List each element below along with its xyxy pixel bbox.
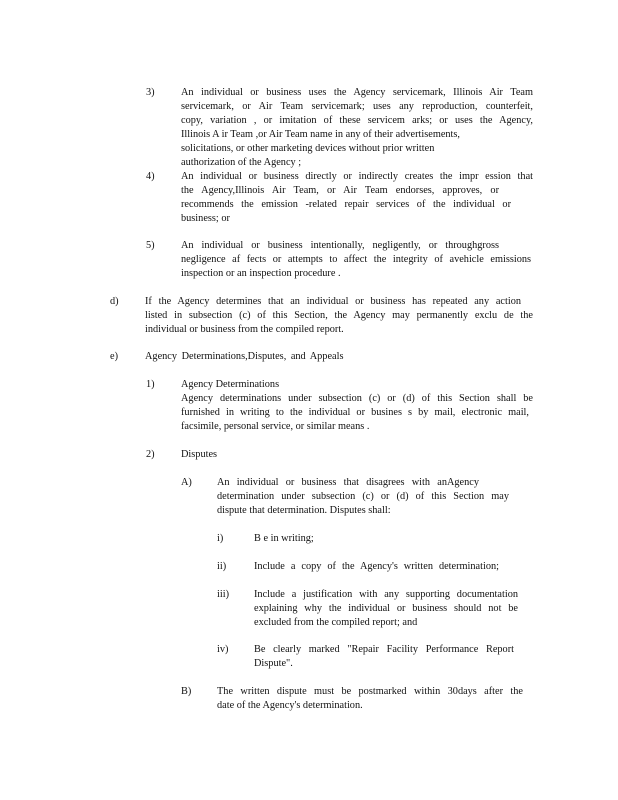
text-line: negligence af fects or attempts to affect the integrity of avehicle emissions: [181, 254, 531, 265]
item-label: B): [181, 686, 192, 697]
text-line: copy, variation , or imitation of these servicem arks; or uses the Agency,: [181, 115, 533, 126]
text-line: Include a justification with any supporting documentation: [254, 589, 518, 600]
text-line: Be clearly marked "Repair Facility Performance Report: [254, 644, 514, 655]
text-line: Include a copy of the Agency's written determination;: [254, 561, 499, 572]
item-label: 4): [146, 171, 155, 182]
item-label: iii): [217, 589, 230, 600]
text-line: The written dispute must be postmarked within 30days after the: [217, 686, 523, 697]
text-line: individual or business from the compiled report.: [145, 324, 344, 335]
subsection-heading: Agency Determinations: [181, 379, 280, 390]
item-label: 5): [146, 240, 155, 251]
item-label: d): [110, 296, 119, 307]
text-line: servicemark, or Air Team servicemark; uses any reproduction, counterfeit,: [181, 101, 533, 112]
text-line: listed in subsection (c) of this Section, the Agency may permanently exclu de the: [145, 310, 533, 321]
text-line: recommends the emission -related repair services of the individual or: [181, 199, 511, 210]
text-line: An individual or business uses the Agency servicemark, Illinois Air Team: [181, 87, 533, 98]
text-line: furnished in writing to the individual or busines s by mail, electronic mail,: [181, 407, 529, 418]
item-label: 2): [146, 449, 155, 460]
text-line: excluded from the compiled report; and: [254, 617, 418, 628]
text-line: authorization of the Agency ;: [181, 157, 302, 168]
text-line: B e in writing;: [254, 533, 314, 544]
text-line: An individual or business directly or indirectly creates the impr ession that: [181, 171, 533, 182]
text-line: If the Agency determines that an individual or business has repeated any action: [145, 296, 521, 307]
text-line: solicitations, or other marketing devices without prior written: [181, 143, 435, 154]
text-line: An individual or business intentionally, negligently, or throughgross: [181, 240, 499, 251]
text-line: Dispute".: [254, 658, 293, 669]
item-label: e): [110, 351, 118, 362]
text-line: explaining why the individual or business should not be: [254, 603, 518, 614]
item-label: A): [181, 477, 192, 488]
text-line: Agency determinations under subsection (c) or (d) of this Section shall be: [181, 393, 533, 404]
text-line: determination under subsection (c) or (d) of this Section may: [217, 491, 509, 502]
text-line: dispute that determination. Disputes shall:: [217, 505, 391, 516]
item-label: ii): [217, 561, 227, 572]
text-line: date of the Agency's determination.: [217, 700, 363, 711]
item-label: i): [217, 533, 224, 544]
item-label: 3): [146, 87, 155, 98]
text-line: the Agency,Illinois Air Team, or Air Team endorses, approves, or: [181, 185, 499, 196]
text-line: business; or: [181, 213, 230, 224]
item-label: 1): [146, 379, 155, 390]
text-line: An individual or business that disagrees with anAgency: [217, 477, 479, 488]
text-line: facsimile, personal service, or similar means .: [181, 421, 370, 432]
item-label: iv): [217, 644, 229, 655]
section-heading: Agency Determinations,Disputes, and Appeals: [145, 351, 344, 362]
text-line: inspection or an inspection procedure .: [181, 268, 341, 279]
text-line: Illinois A ir Team ,or Air Team name in any of their advertisements,: [181, 129, 460, 140]
subsection-heading: Disputes: [181, 449, 218, 460]
